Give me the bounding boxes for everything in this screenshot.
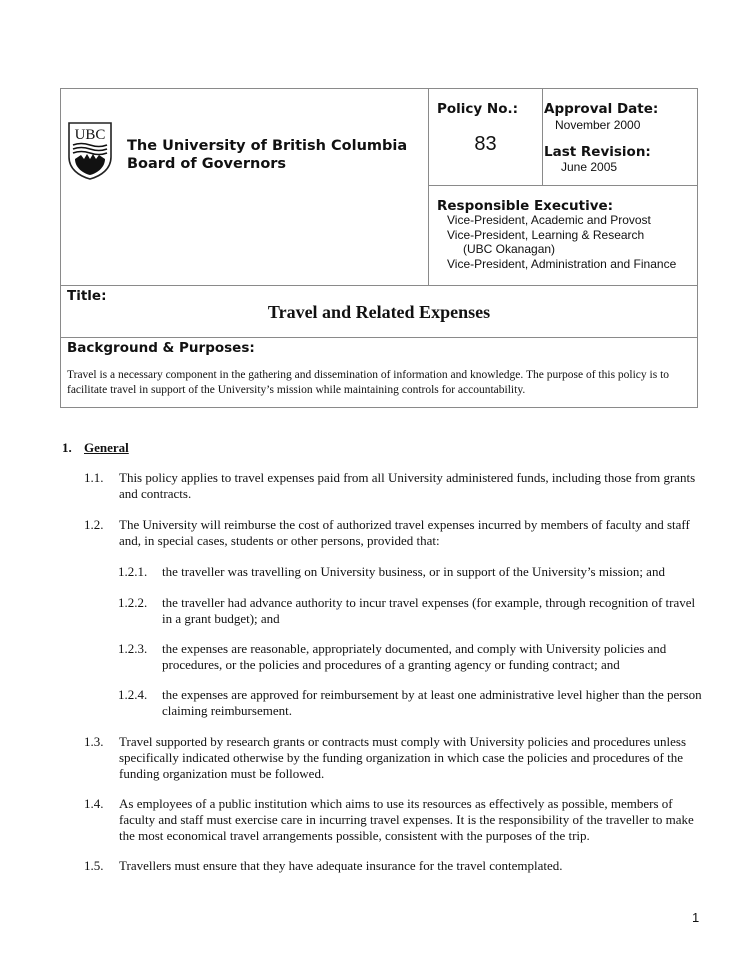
item-text: the traveller had advance authority to incur travel expenses (for example, through recognition of travel in a grant budget); and [162, 595, 696, 626]
section-heading [62, 440, 129, 456]
institution-name-line1: The University of British Columbia [127, 138, 408, 154]
list-item [118, 687, 704, 719]
list-item [118, 595, 704, 627]
list-item [84, 470, 704, 502]
item-number: 1.2.1. [118, 564, 148, 579]
item-number: 1.4. [84, 796, 104, 811]
svg-text:UBC: UBC [74, 127, 106, 143]
list-item [84, 517, 704, 549]
executive-item: Vice-President, Administration and Finance [447, 256, 677, 271]
item-text: Travel supported by research grants or contracts must comply with University policies and procedures unless specifically indicated otherwise by the funding organization in which case the policies and procedures of the funding organization must be followed. [119, 734, 687, 781]
title-label: Title: [67, 288, 107, 304]
responsible-executive-cell [429, 186, 697, 286]
last-revision-value: June 2005 [561, 160, 618, 174]
background-text: Travel is a necessary component in the gathering and dissemination of information and knowledge. The purpose of this policy is to facilitate travel in support of the University’s mission while maintaining controls for accountability. [67, 369, 670, 396]
background-label: Background & Purposes: [67, 340, 255, 356]
item-number: 1.2.4. [118, 687, 148, 702]
approval-date-label: Approval Date: [544, 101, 659, 117]
item-number: 1.2.2. [118, 595, 148, 610]
page-title: Travel and Related Expenses [267, 302, 491, 322]
list-item [118, 641, 704, 673]
section-number: 1. [62, 440, 72, 455]
background-cell [61, 338, 697, 407]
section-title: General [84, 440, 129, 455]
executive-item: (UBC Okanagan) [463, 242, 556, 256]
title-cell [61, 286, 697, 338]
item-number: 1.1. [84, 470, 104, 485]
list-item [84, 734, 704, 782]
item-number: 1.3. [84, 734, 104, 749]
page-number: 1 [692, 910, 700, 925]
last-revision-label: Last Revision: [544, 144, 651, 160]
executive-list [447, 213, 676, 271]
item-text: the expenses are reasonable, appropriately documented, and comply with University policies and procedures, or the policies and procedures of a granting agency or funding contract; and [162, 641, 667, 672]
list-item [84, 796, 704, 844]
item-number: 1.2. [84, 517, 104, 532]
institution-name-line2: Board of Governors [127, 156, 287, 172]
policy-number-label: Policy No.: [437, 101, 519, 117]
policy-header-table [60, 88, 698, 408]
executive-item: Vice-President, Academic and Provost [447, 213, 651, 227]
executive-item: Vice-President, Learning & Research [447, 227, 645, 242]
item-number: 1.2.3. [118, 641, 148, 656]
policy-number-cell [429, 89, 543, 186]
item-text: the expenses are approved for reimbursement by at least one administrative level higher than the person claiming reimbursement. [162, 687, 702, 718]
item-text: The University will reimburse the cost of authorized travel expenses incurred by members of faculty and staff and, in special cases, students or other persons, provided that: [119, 517, 690, 548]
institution-name [127, 137, 407, 173]
item-text: As employees of a public institution which aims to use its resources as effectively as possible, members of faculty and staff must exercise care in incurring travel expenses. It is the responsibility of the traveller to make the most economical travel arrangements possible, consistent with the purposes of the trip. [119, 796, 694, 843]
list-item [84, 858, 704, 874]
approval-date-value: November 2000 [555, 118, 641, 132]
item-text: the traveller was travelling on University business, or in support of the University’s mission; and [162, 564, 665, 579]
item-text: This policy applies to travel expenses paid from all University administered funds, including those from grants and contracts. [119, 470, 696, 501]
responsible-executive-label: Responsible Executive: [437, 198, 614, 214]
item-number: 1.5. [84, 858, 104, 873]
dates-cell [543, 89, 697, 186]
institution-cell [61, 89, 429, 286]
policy-number-value: 83 [474, 133, 497, 155]
item-text: Travellers must ensure that they have adequate insurance for the travel contemplated. [119, 858, 563, 873]
list-item [118, 564, 704, 580]
ubc-crest-icon [67, 121, 113, 181]
